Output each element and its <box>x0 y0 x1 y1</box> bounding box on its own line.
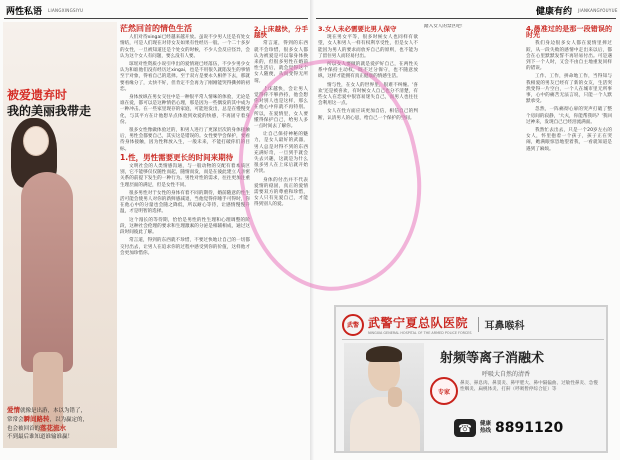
section-heading: 1.性，男性需要更长的时间来期待 <box>120 152 234 162</box>
hospital-logo-icon: 武警 <box>342 314 364 336</box>
department-name: 耳鼻喉科 <box>478 317 525 332</box>
right-section-title: 健康有约 <box>536 6 573 17</box>
feature-photo <box>3 22 117 448</box>
ad-slogan: 射频等离子消融术 <box>440 351 545 366</box>
section-heading: 2.上床越快，分手越快 <box>254 25 308 40</box>
paragraph: 我们身边很多女人都在爱情里摔过跤，从一段失败的感情中走出来以后，都会在心里默默发誓不再轻易付出。可是遇到下一个人时，又会不由自主地重复同样的错误。 <box>526 41 612 72</box>
caption-text: 不到最后谁知道谁输谁赢！ <box>7 434 74 440</box>
man-hand-shape <box>388 387 402 407</box>
section-heading: 4.愚准过的是那一段错误的时光 <box>526 25 612 40</box>
man-hair-shape <box>366 346 402 362</box>
ad-photo <box>344 343 424 451</box>
left-section-title: 两性私语 <box>6 6 43 17</box>
paragraph: 情与性，在女人的世界里，很难不纠缠。'喜欢'还是被喜欢，有时候女人自己也分不清楚，有些女人在恋爱中很容易迷失自己，而男人也往往会利用这一点。 <box>318 82 418 107</box>
hotline-label <box>480 421 491 435</box>
caption-highlight: 爱情 <box>7 406 20 414</box>
section-heading: 3.女人未必需要比男人保守 <box>318 25 397 33</box>
photo-caption <box>7 406 115 441</box>
right-section-sub: JIANKANGYOUYUE <box>578 7 618 13</box>
page-gutter <box>310 0 314 460</box>
caption-text: 也会被回首的 <box>7 426 41 432</box>
caption-highlight: 落花流水 <box>40 424 67 432</box>
paragraph: 让自己保持神秘的魅力，是女人最好的武器，男人总是对得不到的东西充满好奇，一旦到手就会失去兴趣，这就是为什么很多男人在上床后就开始冷淡。 <box>254 132 308 175</box>
hospital-name-en: NINGXIA GENERAL HOSPITAL OF THE ARMED POLICE FORCES <box>368 331 472 335</box>
paragraph: 常言道，得到的东西就不会珍惜，很多女人都认为被爱是可以靠身体换来的，但很多男性在婚前性生活后，就会觉得这个女人随便，从而变得无所谓。 <box>254 41 308 84</box>
left-section-sub: LIANGXINGSIYU <box>48 7 84 13</box>
paragraph: 忽然，一阵痛彻心扉的哭声打破了整个房间的寂静，'大夫，你能帮我吗？'我回过神来，发现自己已经泪流满面。 <box>526 107 612 125</box>
hotline-label-2: 热线 <box>480 428 492 434</box>
caption-text: 就像是出游，本以为错了， <box>20 408 87 414</box>
ad-header <box>342 310 604 340</box>
hotline-number: 8891120 <box>495 420 564 436</box>
woman-face-shape <box>23 126 49 156</box>
paragraph: 工作、工作，拼命地工作，当得知与我相爱的男友已经有了新的女友，生活突然变得一片空白，一个人在城市里无所事事，心中的痛苦无法言说，只能一个人默默承受。 <box>526 74 612 105</box>
feature-title-red: 被爱遗弃时 <box>7 88 68 102</box>
paragraph: 身体的付出并不代表爱情的稳固，真正的爱情需要双方的尊重和珍惜，女人只有先爱自己，才能得到别人的爱。 <box>254 177 308 208</box>
paragraph: 所以女人要做的就是爱护好自己，在两性关系中保持主动权，既不过分保守，也不随意放纵，这样才能拥有真正健康的情感生活。 <box>318 62 418 80</box>
hotline-label-1: 健康 <box>480 421 492 427</box>
left-header-rule <box>4 18 308 19</box>
phone-icon: ☎ <box>454 419 476 437</box>
ad-tagline: 呼吸大自然的清香 <box>482 371 531 378</box>
right-header-rule <box>316 18 616 19</box>
feature-title-black: 我的美丽我带走 <box>7 104 92 118</box>
paragraph: 琼瑶对性资质小说引申出的爱情观已经落伍，不少少男少女认为和谁他们没有经历过xingai，也是不用很久就陷发生的事情至于对象，得看自己的选择。至于双方是要永久相伴下去，那就要看缘分了，太快不好，但肯定不会再为了刚刚能哭得撕掉的初恋。 <box>120 62 250 92</box>
paragraph: 女人在性方面应该更加自信，相信自己的判断，认清男人的心思，给自己一个保护的空间。 <box>318 109 418 121</box>
caption-highlight: 瞬间路转 <box>23 415 50 423</box>
man-body-shape <box>350 397 420 451</box>
article-column-1 <box>120 24 250 259</box>
article-column-3 <box>318 24 418 302</box>
paragraph: 很多男性对于女性的身体有着不同的期待，婚前随意的性生活可能会使男人对你的新鲜感减退，当他觉得你唾手可得时，你在他心中的分量也会随之降低，所以耐心等待，让感情慢慢升温，才是明智的选择。 <box>120 190 250 215</box>
article-column-4 <box>424 24 520 302</box>
right-page-header <box>536 2 618 18</box>
paragraph: 现在男女平等，很多时候女人也同样有欲望，女人和男人一样有权利享受性，但是女人不能因为男人的要求而放弃自己的原则，也不能为了留住男人而轻易付出。 <box>318 35 418 59</box>
paragraph: 这个漫长的等待期，恰恰是男性的性生理和心理调整的阶段，这种社会伦理的要求和生理激素的分泌是相辅相成，通过这段时间彼此了解。 <box>120 217 250 236</box>
woman-dress-shape <box>21 172 73 372</box>
paragraph: 常言道，得到的东西就不珍惜，不要过快地让自己的一切都交付出去，让男人在追求你的过程中感受到你的价值，这样他才会更加珍惜你。 <box>120 238 250 256</box>
ad-hotline <box>454 419 563 437</box>
paragraph: 身体放纵在男女交往中是一种很平常人情味的体验，无论是谁在爱，都可以是这种情侣心理，那是因为一些偶发的其中成为一种冲击。在一些家里现存的家庭，可能进发出，总是在慢慢变化，与其平方在计他想早点体验到欢爱的快感，不再固守着身份。 <box>120 95 250 125</box>
caption-text: ，以为赢定的， <box>49 417 89 423</box>
paragraph: 上床越快，会让男人觉得你不够矜持，他会想你对别人也是这样，那么在他心中你就不再特别。所以，在爱情里，女人要懂得保护自己，给男人多一点时间去了解你。 <box>254 86 308 130</box>
ad-services: 鼻炎、鼻息肉、鼻窦炎、鼻甲肥大、鼻中隔偏曲、过敏性鼻炎、急慢性咽炎、扁桃体炎、打鼾（呼吸暂停综合征）等 <box>460 381 598 393</box>
paragraph: 文明社会的人类情感沟通，与一般动物的交配有着本质区别，它不能够仅仅随性而起，随情而发，而是在彼此建立人亲密关系的前提下发生的一种行为。男性对性的需求，往往更加注重生理层面的满足，但是女性不同。 <box>120 164 250 188</box>
left-page-header <box>6 2 83 18</box>
article-column-2 <box>254 24 308 211</box>
article-column-5 <box>526 24 612 302</box>
paragraph: 我然忙去出去，只是一个20岁左右的女人，怀里抱着一个孩子，孩子正在哭闹，她满眼惊恐地望着我，一看就知道是遇到了麻烦。 <box>526 128 612 152</box>
hospital-name-block <box>368 314 472 335</box>
hospital-advertisement <box>334 305 608 453</box>
paragraph: 人们对待xingai已经越来越开放。虽说不少男人还是有处女情结，可是人们现在对待女友如果有性经历一般。一个二十多岁的女性，一旦被知道还是个处女的时候，不少人会反应怪异，会认为这个女人有问题，要么没有人要。 <box>120 35 250 59</box>
section-heading: 茫然回首的情色生活 <box>120 24 192 33</box>
hospital-name: 武警宁夏总队医院 <box>368 316 469 330</box>
paragraph: 很多女性像做体验过的，和男人进行了更深层次的身体接触后，男性会都要自己，其实这是错误的。女性要学会保护，要看待身体接触，因为性释放入生，一般未来，不能打破你们的目标。 <box>120 128 250 152</box>
caption-text: 常常会 <box>7 417 24 423</box>
expert-badge-icon: 专家 <box>430 377 458 405</box>
paragraph: 踏入女人的禁区吧！ <box>424 24 466 29</box>
